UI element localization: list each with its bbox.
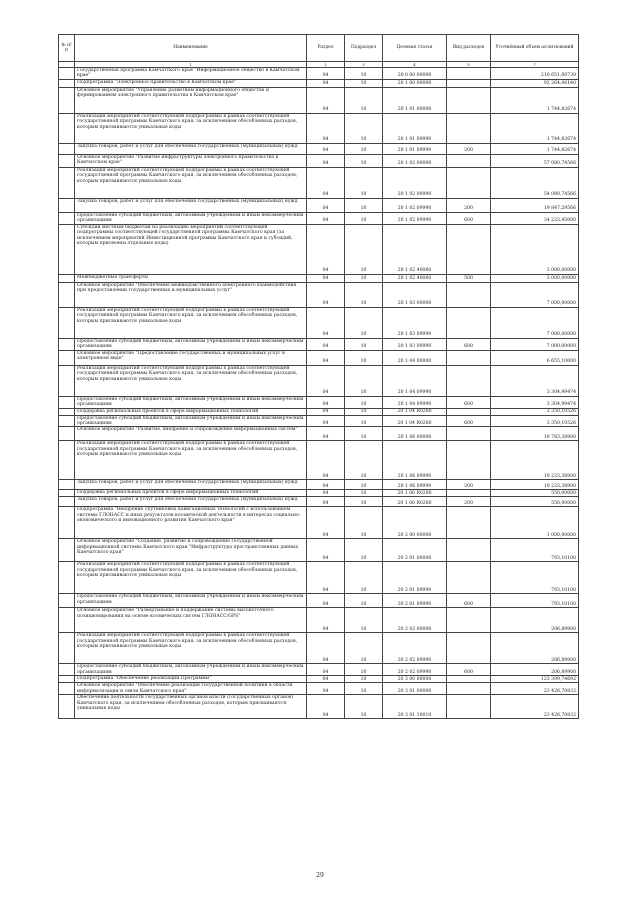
header-subsection: Подраздел [345, 35, 383, 62]
cell-number [59, 683, 75, 695]
table-row [59, 664, 579, 676]
cell-subsection: 10 [345, 695, 383, 719]
cell-section: 04 [307, 350, 345, 365]
cell-amount: 3 350,10526 [491, 415, 579, 427]
cell-section: 04 [307, 683, 345, 695]
cell-subsection: 10 [345, 490, 383, 497]
cell-section: 04 [307, 143, 345, 154]
cell-subsection: 10 [345, 143, 383, 154]
header-number: № п/п [59, 35, 75, 62]
cell-number [59, 282, 75, 307]
cell-type [447, 695, 491, 719]
cell-amount: 3 304,99474 [491, 396, 579, 408]
cell-section: 04 [307, 695, 345, 719]
cell-section: 04 [307, 415, 345, 427]
cell-type [447, 676, 491, 683]
cell-section: 04 [307, 274, 345, 282]
cell-name: Межбюджетные трансферты [75, 274, 307, 282]
cell-number [59, 415, 75, 427]
cell-section: 04 [307, 396, 345, 408]
table-row [59, 539, 579, 562]
cell-name: Предоставление субсидий бюджетным, автономным учреждениям и иным некоммерческим организациям [75, 212, 307, 224]
cell-section: 04 [307, 676, 345, 683]
cell-name: Поддержка региональных проектов в сфере информационных технологий [75, 490, 307, 497]
cell-subsection: 10 [345, 154, 383, 167]
cell-subsection: 10 [345, 113, 383, 143]
cell-name: Реализация мероприятий соответствующей подпрограммы в рамках соответствующей государственной программы Камчатского края, за исключением обособленных расходов, которым присваиваются уникальные коды [75, 307, 307, 338]
cell-amount: 7 000,00000 [491, 282, 579, 307]
cell-section: 04 [307, 539, 345, 562]
cell-name: Основное мероприятие "Предоставление государственных и муниципальных услуг в электронном виде" [75, 350, 307, 365]
cell-amount: 19 847,29566 [491, 198, 579, 212]
cell-target: 20 1 06 R0280 [383, 490, 447, 497]
table-row [59, 608, 579, 633]
cell-target: 20 1 03 00000 [383, 282, 447, 307]
cell-name: Закупка товаров, работ и услуг для обеспечения государственных (муниципальных) нужд [75, 143, 307, 154]
cell-number [59, 497, 75, 507]
cell-subsection: 10 [345, 683, 383, 695]
table-row [59, 427, 579, 441]
budget-table [58, 34, 579, 719]
cell-number [59, 664, 75, 676]
cell-subsection: 10 [345, 307, 383, 338]
cell-section: 04 [307, 594, 345, 608]
cell-type [447, 365, 491, 396]
cell-section: 04 [307, 282, 345, 307]
cell-type [447, 79, 491, 87]
cell-subsection: 10 [345, 365, 383, 396]
cell-amount: 550,00000 [491, 490, 579, 497]
document-sheet [58, 34, 578, 719]
cell-section: 04 [307, 167, 345, 198]
cell-amount: 206,89900 [491, 633, 579, 664]
cell-type [447, 68, 491, 80]
cell-name: Основное мероприятие "Развитие, внедрение и сопровождение информационных систем" [75, 427, 307, 441]
cell-name: Подпрограмма "Внедрение спутниковых навигационных технологий с использованием системы ГЛОНАСС и иных результатов космической деятельности в интересах социально-экономического и инновационного развития Камчатского края" [75, 507, 307, 539]
cell-target: 20 1 01 09990 [383, 113, 447, 143]
cell-target: 20 3 01 00000 [383, 683, 447, 695]
table-row [59, 79, 579, 87]
cell-amount: 3 000,00000 [491, 274, 579, 282]
cell-subsection: 10 [345, 539, 383, 562]
cell-number [59, 633, 75, 664]
cell-name: Государственная программа Камчатского края "Информационное общество в Камчатском крае" [75, 68, 307, 80]
cell-amount: 23 426,70832 [491, 695, 579, 719]
cell-type [447, 167, 491, 198]
cell-number [59, 212, 75, 224]
cell-subsection: 10 [345, 338, 383, 350]
table-row [59, 274, 579, 282]
cell-number [59, 408, 75, 415]
cell-target: 20 2 01 09990 [383, 594, 447, 608]
cell-section: 04 [307, 68, 345, 80]
cell-name: Основное мероприятие "Создание, развитие и сопровождение государственной информационной системы Камчатского края "Инфраструктура пространственных данных Камчатского края" [75, 539, 307, 562]
cell-number [59, 113, 75, 143]
cell-name: Реализация мероприятий соответствующей подпрограммы в рамках соответствующей государственной программы Камчатского края, за исключением обособленных расходов, которым присваиваются уникальные коды [75, 562, 307, 594]
cell-number [59, 350, 75, 365]
cell-name: Субсидии местным бюджетам на реализацию мероприятий соответствующей подпрограммы соответствующей государственной программы Камчатского края (за исключением мероприятий Инвестиционной программы Камчатского края и субсидий, которым присвоены отдельные коды) [75, 224, 307, 274]
cell-target: 20 1 06 09990 [383, 441, 447, 480]
cell-section: 04 [307, 507, 345, 539]
cell-amount: 550,00000 [491, 497, 579, 507]
page-number: 29 [316, 872, 324, 879]
table-row [59, 154, 579, 167]
cell-type [447, 113, 491, 143]
cell-type [447, 87, 491, 113]
cell-type [447, 507, 491, 539]
cell-section: 04 [307, 497, 345, 507]
cell-number [59, 594, 75, 608]
cell-section: 04 [307, 633, 345, 664]
cell-name: Реализация мероприятий соответствующей подпрограммы в рамках соответствующей государственной программы Камчатского края, за исключением обособленных расходов, которым присваиваются уникальные коды [75, 167, 307, 198]
cell-type [447, 562, 491, 594]
cell-target: 20 1 04 09990 [383, 365, 447, 396]
cell-type [447, 490, 491, 497]
cell-type: 200 [447, 497, 491, 507]
cell-name: Основное мероприятие "Развертывание и поддержание системы высокоточного позиционирования на основе космических систем ГЛОНАСС/GPS" [75, 608, 307, 633]
cell-type [447, 633, 491, 664]
cell-target: 20 1 02 40060 [383, 274, 447, 282]
cell-type [447, 539, 491, 562]
cell-amount: 34 233,45000 [491, 212, 579, 224]
cell-section: 04 [307, 427, 345, 441]
cell-amount: 57 080,74566 [491, 154, 579, 167]
cell-number [59, 695, 75, 719]
table-row [59, 562, 579, 594]
cell-section: 04 [307, 480, 345, 490]
cell-type [447, 154, 491, 167]
column-number: 5 [447, 62, 491, 68]
header-amount: Уточнённый объем ассигнований [491, 35, 579, 62]
cell-subsection: 10 [345, 562, 383, 594]
table-row [59, 695, 579, 719]
table-row [59, 594, 579, 608]
cell-target: 20 1 04 00000 [383, 350, 447, 365]
cell-number [59, 608, 75, 633]
cell-type [447, 683, 491, 695]
cell-name: Обеспечение деятельности государственных органов власти (государственных органов) Камчатского края, за исключением обособленных расходов, которым присваиваются уникальные коды [75, 695, 307, 719]
cell-subsection: 10 [345, 408, 383, 415]
table-row [59, 415, 579, 427]
column-number: 7 [491, 62, 579, 68]
table-row [59, 68, 579, 80]
cell-amount: 54 080,74566 [491, 167, 579, 198]
cell-number [59, 198, 75, 212]
cell-target: 20 2 02 09990 [383, 664, 447, 676]
cell-subsection: 10 [345, 594, 383, 608]
cell-number [59, 562, 75, 594]
header-target: Целевая статья [383, 35, 447, 62]
cell-amount: 3 000,00000 [491, 224, 579, 274]
cell-target: 20 2 01 09990 [383, 562, 447, 594]
cell-section: 04 [307, 79, 345, 87]
cell-type [447, 427, 491, 441]
cell-number [59, 143, 75, 154]
table-row [59, 396, 579, 408]
header-name: Наименование [75, 35, 307, 62]
table-row [59, 497, 579, 507]
cell-number [59, 441, 75, 480]
cell-amount: 206,89900 [491, 664, 579, 676]
cell-number [59, 676, 75, 683]
cell-target: 20 1 04 R0280 [383, 408, 447, 415]
cell-target: 20 1 03 09990 [383, 338, 447, 350]
cell-number [59, 338, 75, 350]
cell-type [447, 307, 491, 338]
cell-subsection: 10 [345, 633, 383, 664]
cell-number [59, 274, 75, 282]
header-type: Вид расходов [447, 35, 491, 62]
table-row [59, 408, 579, 415]
cell-subsection: 10 [345, 274, 383, 282]
cell-name: Основное мероприятие "Обеспечение межведомственного электронного взаимодействия при предоставлении государственных и муниципальных услуг" [75, 282, 307, 307]
cell-target: 20 1 02 09990 [383, 198, 447, 212]
cell-amount: 7 000,00000 [491, 338, 579, 350]
cell-number [59, 490, 75, 497]
cell-type: 200 [447, 480, 491, 490]
cell-type [447, 224, 491, 274]
table-row [59, 338, 579, 350]
cell-section: 04 [307, 338, 345, 350]
cell-amount: 210 651,60730 [491, 68, 579, 80]
cell-amount: 1 744,82674 [491, 87, 579, 113]
cell-amount: 206,89900 [491, 608, 579, 633]
cell-name: Предоставление субсидий бюджетным, автономным учреждениям и иным некоммерческим организациям [75, 415, 307, 427]
cell-target: 20 2 02 00000 [383, 608, 447, 633]
cell-name: Реализация мероприятий соответствующей подпрограммы в рамках соответствующей государственной программы Камчатского края, за исключением обособленных расходов, которым присваиваются уникальные коды [75, 365, 307, 396]
cell-section: 04 [307, 113, 345, 143]
table-row [59, 198, 579, 212]
table-row [59, 365, 579, 396]
header-section: Раздел [307, 35, 345, 62]
cell-amount: 19 783,38900 [491, 427, 579, 441]
cell-target: 20 2 00 00000 [383, 507, 447, 539]
cell-subsection: 10 [345, 664, 383, 676]
cell-section: 04 [307, 441, 345, 480]
cell-number [59, 154, 75, 167]
cell-number [59, 224, 75, 274]
cell-subsection: 10 [345, 212, 383, 224]
cell-subsection: 10 [345, 68, 383, 80]
cell-amount: 1 744,82674 [491, 113, 579, 143]
cell-subsection: 10 [345, 167, 383, 198]
cell-target: 20 1 06 R0280 [383, 497, 447, 507]
cell-type [447, 608, 491, 633]
cell-amount: 793,10100 [491, 562, 579, 594]
cell-subsection: 10 [345, 282, 383, 307]
column-number: 3 [345, 62, 383, 68]
cell-type: 600 [447, 396, 491, 408]
cell-subsection: 10 [345, 427, 383, 441]
cell-amount: 23 426,70832 [491, 683, 579, 695]
cell-type [447, 282, 491, 307]
cell-name: Основное мероприятие "Обеспечение реализации государственной политики в области информатизации и связи Камчатского края" [75, 683, 307, 695]
cell-name: Реализация мероприятий соответствующей подпрограммы в рамках соответствующей государственной программы Камчатского края, за исключением обособленных расходов, которым присваиваются уникальные коды [75, 633, 307, 664]
cell-target: 20 2 02 09990 [383, 633, 447, 664]
table-header-row [59, 35, 579, 62]
table-row [59, 224, 579, 274]
cell-amount: 793,10100 [491, 594, 579, 608]
cell-number [59, 87, 75, 113]
cell-target: 20 1 00 00000 [383, 79, 447, 87]
cell-target: 20 1 01 09990 [383, 143, 447, 154]
cell-section: 04 [307, 154, 345, 167]
cell-subsection: 10 [345, 415, 383, 427]
cell-subsection: 10 [345, 441, 383, 480]
table-row [59, 480, 579, 490]
cell-target: 20 1 02 09990 [383, 167, 447, 198]
cell-target: 20 1 06 00000 [383, 427, 447, 441]
cell-subsection: 10 [345, 608, 383, 633]
cell-amount: 19 233,38900 [491, 480, 579, 490]
table-row [59, 441, 579, 480]
cell-target: 20 1 02 00000 [383, 154, 447, 167]
cell-type: 200 [447, 143, 491, 154]
cell-amount: 7 000,00000 [491, 307, 579, 338]
table-row [59, 307, 579, 338]
cell-section: 04 [307, 490, 345, 497]
table-row [59, 676, 579, 683]
cell-name: Подпрограмма "Обеспечение реализации Программы" [75, 676, 307, 683]
cell-section: 04 [307, 608, 345, 633]
cell-type: 600 [447, 212, 491, 224]
cell-amount: 3 350,10526 [491, 408, 579, 415]
cell-amount: 19 233,38900 [491, 441, 579, 480]
cell-type: 600 [447, 415, 491, 427]
cell-name: Закупка товаров, работ и услуг для обеспечения государственных (муниципальных) нужд [75, 480, 307, 490]
cell-subsection: 10 [345, 480, 383, 490]
cell-type: 600 [447, 664, 491, 676]
cell-number [59, 507, 75, 539]
column-number: 2 [307, 62, 345, 68]
cell-target: 20 1 03 09990 [383, 307, 447, 338]
cell-subsection: 10 [345, 87, 383, 113]
cell-target: 20 3 01 10010 [383, 695, 447, 719]
cell-name: Подпрограмма "Электронное правительство в Камчатском крае" [75, 79, 307, 87]
cell-target: 20 1 06 09990 [383, 480, 447, 490]
cell-name: Закупка товаров, работ и услуг для обеспечения государственных (муниципальных) нужд [75, 198, 307, 212]
cell-section: 04 [307, 408, 345, 415]
table-row [59, 633, 579, 664]
table-row [59, 350, 579, 365]
cell-subsection: 10 [345, 198, 383, 212]
cell-target: 20 3 00 00000 [383, 676, 447, 683]
cell-amount: 793,10100 [491, 539, 579, 562]
cell-type [447, 350, 491, 365]
cell-subsection: 10 [345, 676, 383, 683]
table-row [59, 490, 579, 497]
cell-section: 04 [307, 562, 345, 594]
cell-target: 20 1 02 40060 [383, 224, 447, 274]
cell-subsection: 10 [345, 396, 383, 408]
cell-name: Предоставление субсидий бюджетным, автономным учреждениям и иным некоммерческим организациям [75, 594, 307, 608]
cell-name: Предоставление субсидий бюджетным, автономным учреждениям и иным некоммерческим организациям [75, 664, 307, 676]
table-row [59, 683, 579, 695]
table-row [59, 282, 579, 307]
cell-type: 200 [447, 198, 491, 212]
column-number: 1 [75, 62, 307, 68]
cell-section: 04 [307, 664, 345, 676]
cell-section: 04 [307, 87, 345, 113]
cell-name: Реализация мероприятий соответствующей подпрограммы в рамках соответствующей государственной программы Камчатского края, за исключением обособленных расходов, которым присваиваются уникальные коды [75, 441, 307, 480]
cell-type [447, 408, 491, 415]
cell-section: 04 [307, 307, 345, 338]
cell-target: 20 1 01 00000 [383, 87, 447, 113]
cell-target: 20 1 04 09990 [383, 396, 447, 408]
table-row [59, 167, 579, 198]
cell-target: 20 1 04 R0280 [383, 415, 447, 427]
cell-section: 04 [307, 365, 345, 396]
cell-target: 20 1 02 09990 [383, 212, 447, 224]
cell-number [59, 427, 75, 441]
table-row [59, 507, 579, 539]
cell-target: 20 0 00 00000 [383, 68, 447, 80]
cell-amount: 6 655,10000 [491, 350, 579, 365]
cell-type [447, 441, 491, 480]
cell-number [59, 539, 75, 562]
cell-section: 04 [307, 198, 345, 212]
table-row [59, 143, 579, 154]
table-row [59, 87, 579, 113]
cell-target: 20 2 01 00000 [383, 539, 447, 562]
cell-number [59, 480, 75, 490]
cell-name: Предоставление субсидий бюджетным, автономным учреждениям и иным некоммерческим организациям [75, 338, 307, 350]
cell-name: Предоставление субсидий бюджетным, автономным учреждениям и иным некоммерческим организациям [75, 396, 307, 408]
cell-type: 600 [447, 594, 491, 608]
cell-section: 04 [307, 224, 345, 274]
cell-subsection: 10 [345, 507, 383, 539]
cell-number [59, 167, 75, 198]
cell-number [59, 68, 75, 80]
cell-subsection: 10 [345, 224, 383, 274]
cell-amount: 123 399,74692 [491, 676, 579, 683]
cell-name: Закупка товаров, работ и услуг для обеспечения государственных (муниципальных) нужд [75, 497, 307, 507]
cell-number [59, 307, 75, 338]
cell-name: Поддержка региональных проектов в сфере информационных технологий [75, 408, 307, 415]
cell-name: Реализация мероприятий соответствующей подпрограммы в рамках соответствующей государственной программы Камчатского края, за исключением обособленных расходов, которым присваиваются уникальные коды [75, 113, 307, 143]
cell-amount: 1 000,00000 [491, 507, 579, 539]
cell-amount: 3 304,99474 [491, 365, 579, 396]
cell-name: Основное мероприятие "Развитие инфраструктуры электронного правительства в Камчатском крае" [75, 154, 307, 167]
cell-subsection: 10 [345, 497, 383, 507]
cell-type: 600 [447, 338, 491, 350]
cell-number [59, 365, 75, 396]
cell-amount: 1 744,82674 [491, 143, 579, 154]
cell-amount: 92 264,06140 [491, 79, 579, 87]
table-row [59, 212, 579, 224]
cell-section: 04 [307, 212, 345, 224]
cell-name: Основное мероприятие "Управление развитием информационного общества и формированием электронного правительства в Камчатском крае" [75, 87, 307, 113]
column-number: 4 [383, 62, 447, 68]
cell-type: 500 [447, 274, 491, 282]
cell-number [59, 396, 75, 408]
table-row [59, 113, 579, 143]
cell-number [59, 79, 75, 87]
cell-subsection: 10 [345, 350, 383, 365]
cell-subsection: 10 [345, 79, 383, 87]
